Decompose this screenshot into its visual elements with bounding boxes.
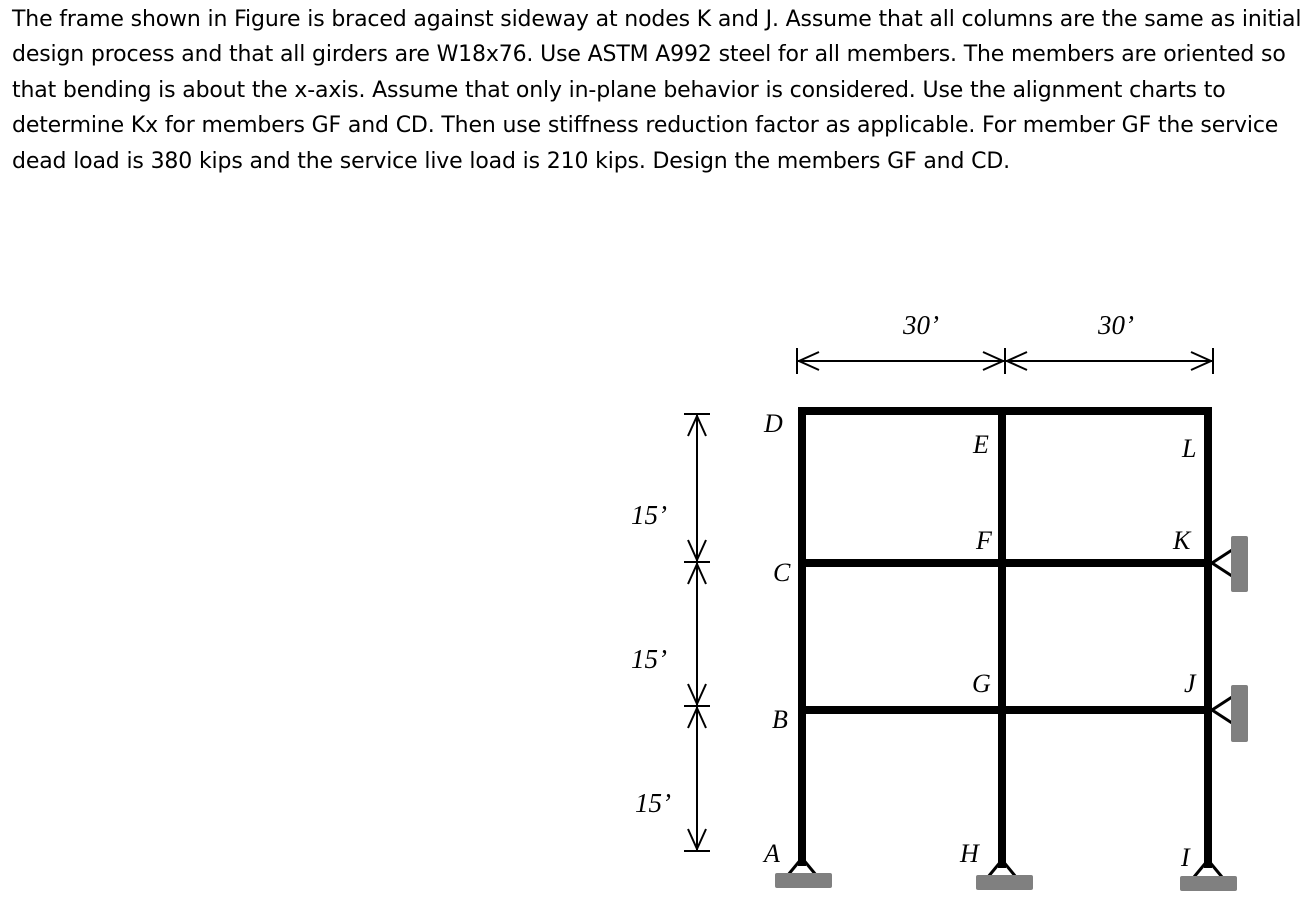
node-label-i: I <box>1181 843 1190 872</box>
pin-support-h <box>976 860 1033 890</box>
node-label-c: C <box>773 558 791 587</box>
base-supports <box>775 858 1237 891</box>
bay-left-dimension-label: 30’ <box>903 310 939 340</box>
story-bottom-dimension-label: 15’ <box>635 788 671 818</box>
roller-support-k <box>1212 536 1248 592</box>
roller-support-j <box>1212 685 1248 742</box>
node-label-l: L <box>1182 434 1197 463</box>
frame-members <box>798 408 1212 868</box>
node-label-h: H <box>960 839 979 868</box>
story-middle-dimension-label: 15’ <box>631 644 667 674</box>
node-label-j: J <box>1184 669 1196 698</box>
node-label-e: E <box>973 430 989 459</box>
node-label-g: G <box>972 669 991 698</box>
lateral-supports <box>1212 536 1248 742</box>
story-dimension-lines <box>684 414 710 851</box>
story-top-dimension-label: 15’ <box>631 500 667 530</box>
bay-dimension-lines <box>797 348 1213 374</box>
node-label-k: K <box>1173 526 1191 555</box>
node-label-d: D <box>764 409 783 438</box>
node-label-f: F <box>976 526 992 555</box>
node-label-b: B <box>772 705 788 734</box>
node-label-a: A <box>764 839 780 868</box>
problem-statement: The frame shown in Figure is braced against sideway at nodes K and J. Assume that all columns are the same as initial design process and that all girders are W18x76. Use ASTM A992 steel for all members. The members are oriented so that bending is about the x-axis. Assume that only in-plane behavior is considered. Use the alignment charts to determine Kx for members GF and CD. Then use stiffness reduction factor as applicable. For member GF the service dead load is 380 kips and the service live load is 210 kips. Design the members GF and CD. <box>12 7 1302 174</box>
bay-right-dimension-label: 30’ <box>1098 310 1134 340</box>
